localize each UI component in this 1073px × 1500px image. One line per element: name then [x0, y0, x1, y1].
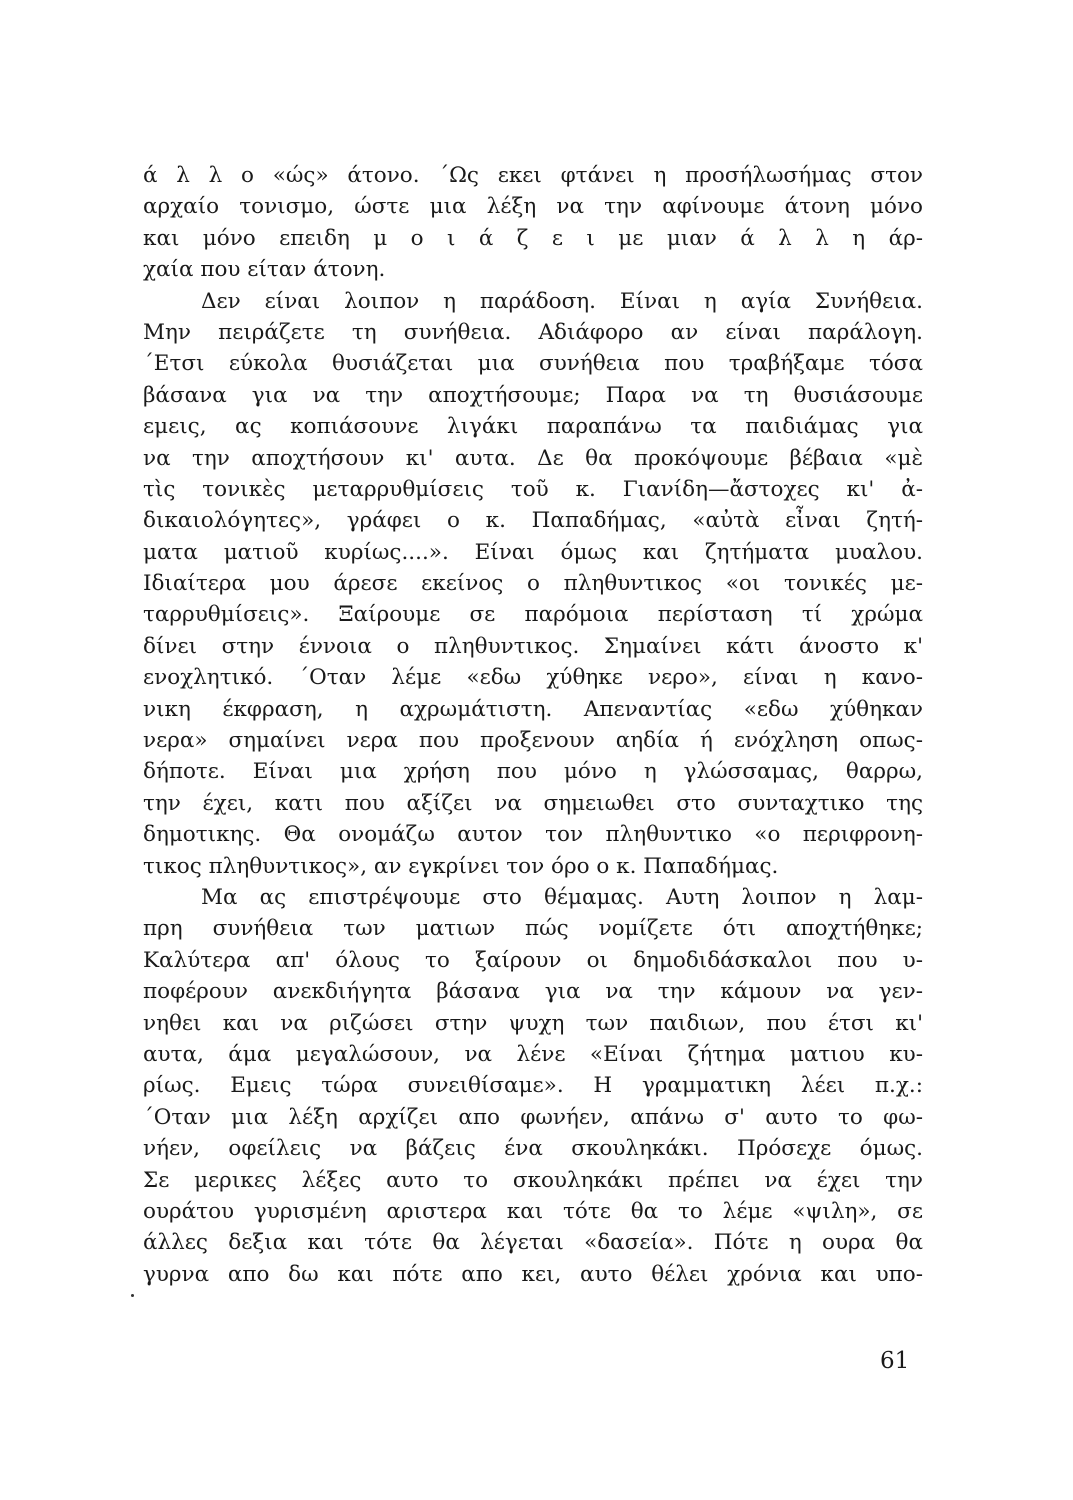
text-line: ταρρυθμίσεις». Ξαίρουμε σε παρόμοια περίσταση τί χρώμα: [143, 602, 923, 628]
text-line: Σε μερικες λέξες αυτο το σκουληκάκι πρέπει να έχει την: [143, 1167, 923, 1193]
text-line: ΄Ετσι εύκολα θυσιάζεται μια συνήθεια που τραβήξαμε τόσα: [143, 351, 923, 377]
text-line: αρχαίο τονισμο, ώστε μια λέξη να την αφίνουμε άτονη μόνο: [143, 194, 923, 220]
text-line: νηθει και να ριζώσει στην ψυχη των παιδιων, που έτσι κι': [143, 1010, 923, 1036]
text-line: να την αποχτήσουν κι' αυτα. Δε θα προκόψουμε βέβαια «μὲ: [143, 445, 923, 471]
margin-dot: [131, 1294, 134, 1297]
page-number: 61: [880, 1348, 910, 1374]
text-line: άλλες δεξια και τότε θα λέγεται «δασεία». Πότε η ουρα θα: [143, 1230, 923, 1256]
text-line: βάσανα για να την αποχτήσουμε; Παρα να τη θυσιάσουμε: [143, 382, 923, 408]
text-line: Ιδιαίτερα μου άρεσε εκείνος ο πληθυντικος «οι τονικές με-: [143, 571, 923, 597]
body-text: [143, 160, 923, 1290]
text-line: δημοτικης. Θα ονομάζω αυτον τον πληθυντικο «ο περιφρονη-: [143, 822, 923, 848]
text-line: ποφέρουν ανεκδιήγητα βάσανα για να την κάμουν να γεν-: [143, 979, 923, 1005]
text-line: νερα» σημαίνει νερα που προξενουν αηδία ή ενόχληση οπως-: [143, 728, 923, 754]
text-line: τικος πληθυντικος», αν εγκρίνει τον όρο ο κ. Παπαδήμας.: [143, 853, 779, 879]
text-line: και μόνο επειδη μ ο ι ά ζ ε ι με μιαν ά λ λ η άρ-: [143, 225, 923, 251]
text-line: δικαιολόγητες», γράφει ο κ. Παπαδήμας, «αὐτὰ εἶναι ζητή-: [143, 508, 923, 534]
text-line: ά λ λ ο «ώς» άτονο. ΄Ως εκει φτάνει η προσήλωσήμας στον: [143, 163, 923, 188]
text-line: Μην πειράζετε τη συνήθεια. Αδιάφορο αν είναι παράλογη.: [143, 319, 923, 345]
paragraph-start-line: Δεν είναι λοιπον η παράδοση. Είναι η αγία Συνήθεια.: [201, 288, 923, 314]
paragraph-start-line: Μα ας επιστρέψουμε στο θέμαμας. Αυτη λοιπον η λαμ-: [201, 884, 923, 910]
text-line: ουράτου γυρισμένη αριστερα και τότε θα το λέμε «ψιλη», σε: [143, 1198, 923, 1224]
text-line: τὶς τονικὲς μεταρρυθμίσεις τοῦ κ. Γιανίδη—ἄστοχες κι' ἀ-: [143, 476, 923, 502]
text-line: ενοχλητικό. ΄Οταν λέμε «εδω χύθηκε νερο», είναι η κανο-: [143, 665, 923, 691]
text-line: νικη έκφραση, η αχρωμάτιστη. Απεναντίας «εδω χύθηκαν: [143, 696, 923, 722]
text-line: εμεις, ας κοπιάσουνε λιγάκι παραπάνω τα παιδιάμας για: [143, 414, 923, 440]
text-line: χαία που είταν άτονη.: [143, 257, 386, 283]
text-line: ΄Οταν μια λέξη αρχίζει απο φωνήεν, απάνω σ' αυτο το φω-: [143, 1104, 923, 1130]
text-line: γυρνα απο δω και πότε απο κει, αυτο θέλει χρόνια και υπο-: [143, 1261, 923, 1287]
text-line: δίνει στην έννοια ο πληθυντικος. Σημαίνει κάτι άνοστο κ': [143, 633, 923, 659]
text-line: ματα ματιοῦ κυρίως....». Είναι όμως και ζητήματα μυαλου.: [143, 539, 923, 565]
text-line: Καλύτερα απ' όλους το ξαίρουν οι δημοδιδάσκαλοι που υ-: [143, 947, 923, 973]
text-line: πρη συνήθεια των ματιων πώς νομίζετε ότι αποχτήθηκε;: [143, 916, 923, 942]
text-line: την έχει, κατι που αξίζει να σημειωθει στο συνταχτικο της: [143, 790, 923, 816]
text-line: δήποτε. Είναι μια χρήση που μόνο η γλώσσαμας, θαρρω,: [143, 759, 923, 785]
text-line: ρίως. Εμεις τώρα συνειθίσαμε». Η γραμματικη λέει π.χ.:: [143, 1073, 923, 1099]
text-line: αυτα, άμα μεγαλώσουν, να λένε «Είναι ζήτημα ματιου κυ-: [143, 1041, 923, 1067]
text-line: νήεν, οφείλεις να βάζεις ένα σκουληκάκι. Πρόσεχε όμως.: [143, 1136, 923, 1162]
